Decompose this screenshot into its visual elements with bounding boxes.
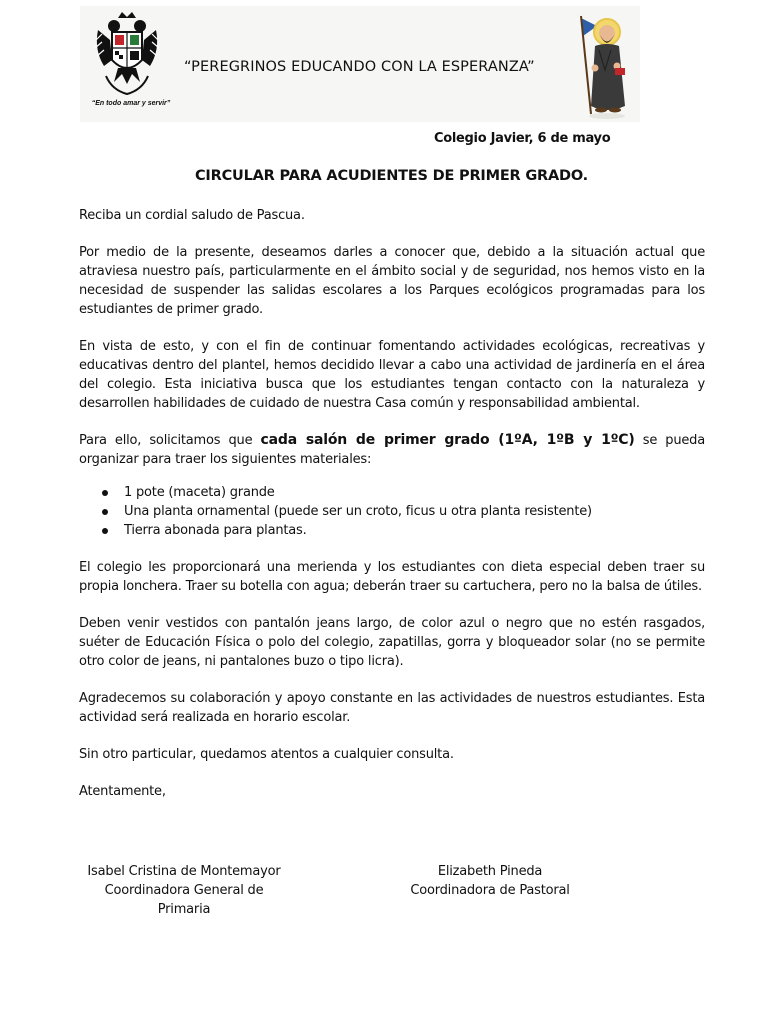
saint-figure-icon bbox=[575, 10, 635, 122]
list-item: 1 pote (maceta) grande bbox=[79, 483, 705, 502]
signer-role: Coordinadora de Pastoral bbox=[410, 883, 570, 898]
request-outro: se pueda organizar para traer los siguientes materiales: bbox=[79, 433, 705, 467]
signature-primaria bbox=[79, 862, 289, 919]
paragraph-thanks: Agradecemos su colaboración y apoyo constante en las actividades de nuestros estudiantes. Esta actividad será realizada en horario escolar. bbox=[79, 691, 705, 725]
circular-title: CIRCULAR PARA ACUDIENTES DE PRIMER GRADO. bbox=[194, 168, 588, 184]
signer-role: Coordinadora General de Primaria bbox=[104, 883, 264, 917]
crest-motto: “En todo amar y servir” bbox=[91, 100, 171, 107]
signature-pastoral bbox=[400, 862, 580, 900]
header-motto: “PEREGRINOS EDUCANDO CON LA ESPERANZA” bbox=[184, 59, 535, 75]
circular-body bbox=[79, 206, 705, 819]
paragraph-closing-line: Sin otro particular, quedamos atentos a cualquier consulta. bbox=[79, 747, 454, 762]
materials-list bbox=[79, 483, 705, 540]
paragraph-snack: El colegio les proporcionará una merienda y los estudiantes con dieta especial deben traer su propia lonchera. Traer su botella con agua; deberán traer su cartuchera, pero no la balsa de útiles. bbox=[79, 560, 705, 594]
request-classes: cada salón de primer grado (1ºA, 1ºB y 1ºC) bbox=[260, 432, 635, 448]
signer-name: Isabel Cristina de Montemayor bbox=[87, 864, 281, 879]
paragraph-request bbox=[79, 431, 705, 469]
paragraph-dress-code: Deben venir vestidos con pantalón jeans largo, de color azul o negro que no estén rasgados, suéter de Educación Física o polo del colegio, zapatillas, gorra y bloqueador solar (no se permite otro color de jeans, ni pantalones buzo o tipo licra). bbox=[79, 616, 705, 669]
closing: Atentamente, bbox=[79, 784, 166, 799]
school-crest-icon bbox=[92, 10, 162, 100]
list-item: Tierra abonada para plantas. bbox=[79, 521, 705, 540]
signer-name: Elizabeth Pineda bbox=[437, 864, 543, 879]
paragraph-context: Por medio de la presente, deseamos darles a conocer que, debido a la situación actual que atraviesa nuestro país, particularmente en el ámbito social y de seguridad, nos hemos visto en la necesidad de suspender las salidas escolares a los Parques ecológicos programadas para los estudiantes de primer grado. bbox=[79, 245, 705, 317]
paragraph-activity: En vista de esto, y con el fin de continuar fomentando actividades ecológicas, recreativas y educativas dentro del plantel, hemos decidido llevar a cabo una actividad de jardinería en el área del colegio. Esta iniciativa busca que los estudiantes tengan contacto con la naturaleza y desarrollen habilidades de cuidado de nuestra Casa común y responsabilidad ambiental. bbox=[79, 339, 705, 411]
request-intro: Para ello, solicitamos que bbox=[79, 433, 261, 448]
list-item: Una planta ornamental (puede ser un croto, ficus u otra planta resistente) bbox=[79, 502, 705, 521]
greeting: Reciba un cordial saludo de Pascua. bbox=[79, 208, 305, 223]
place-date: Colegio Javier, 6 de mayo bbox=[434, 131, 611, 146]
